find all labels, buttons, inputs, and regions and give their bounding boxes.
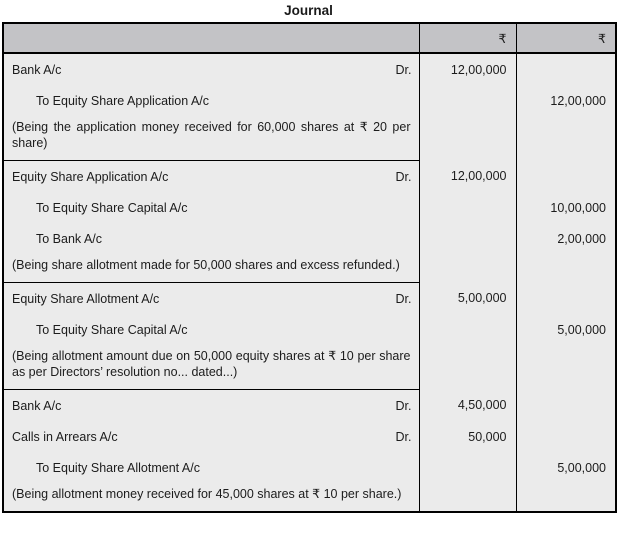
credit-amount	[516, 283, 616, 315]
debit-amount	[419, 452, 516, 483]
header-particulars-cell	[3, 23, 419, 53]
credit-amount	[516, 53, 616, 85]
journal-row	[3, 192, 616, 223]
account-name: To Equity Share Capital A/c	[36, 322, 188, 337]
debit-amount	[419, 314, 516, 345]
dr-label: Dr.	[395, 291, 412, 306]
narration-row	[3, 483, 616, 512]
debit-amount	[419, 85, 516, 116]
journal-row	[3, 283, 616, 315]
dr-label: Dr.	[395, 429, 412, 444]
credit-amount: 12,00,000	[516, 85, 616, 116]
credit-amount: 5,00,000	[516, 314, 616, 345]
header-row	[3, 23, 616, 53]
page-title: Journal	[284, 3, 333, 18]
credit-amount: 2,00,000	[516, 223, 616, 254]
journal-row	[3, 452, 616, 483]
narration-text: (Being share allotment made for 50,000 shares and excess refunded.)	[3, 254, 419, 283]
debit-amount: 50,000	[419, 421, 516, 452]
journal-row	[3, 223, 616, 254]
account-name: To Equity Share Application A/c	[36, 93, 210, 108]
debit-amount: 4,50,000	[419, 390, 516, 422]
debit-amount: 5,00,000	[419, 283, 516, 315]
debit-amount	[419, 192, 516, 223]
credit-amount	[516, 390, 616, 422]
debit-amount: 12,00,000	[419, 53, 516, 85]
account-name: To Equity Share Capital A/c	[36, 200, 188, 215]
account-name: Equity Share Allotment A/c	[12, 291, 160, 306]
journal-row	[3, 421, 616, 452]
narration-text: (Being the application money received for 60,000 shares at ₹ 20 per share)	[3, 116, 419, 161]
journal-table	[2, 22, 617, 513]
dr-label: Dr.	[395, 62, 412, 77]
credit-amount	[516, 161, 616, 193]
journal-row	[3, 53, 616, 85]
account-name: Bank A/c	[12, 398, 62, 413]
account-name: To Equity Share Allotment A/c	[36, 460, 200, 475]
dr-label: Dr.	[395, 398, 412, 413]
credit-amount: 10,00,000	[516, 192, 616, 223]
journal-row	[3, 161, 616, 193]
narration-text: (Being allotment amount due on 50,000 equity shares at ₹ 10 per share as per Directors’ resolution no... dated...)	[3, 345, 419, 390]
narration-text: (Being allotment money received for 45,000 shares at ₹ 10 per share.)	[12, 487, 402, 501]
journal-row	[3, 314, 616, 345]
account-name: Calls in Arrears A/c	[12, 429, 118, 444]
journal-row	[3, 85, 616, 116]
narration-row	[3, 345, 616, 390]
header-debit-currency: ₹	[419, 23, 516, 53]
credit-amount	[516, 421, 616, 452]
account-name: Equity Share Application A/c	[12, 169, 169, 184]
dr-label: Dr.	[395, 169, 412, 184]
journal-row	[3, 390, 616, 422]
account-name: To Bank A/c	[36, 231, 103, 246]
debit-amount: 12,00,000	[419, 161, 516, 193]
narration-row	[3, 254, 616, 283]
debit-amount	[419, 223, 516, 254]
header-credit-currency: ₹	[516, 23, 616, 53]
narration-row	[3, 116, 616, 161]
account-name: Bank A/c	[12, 62, 62, 77]
credit-amount: 5,00,000	[516, 452, 616, 483]
